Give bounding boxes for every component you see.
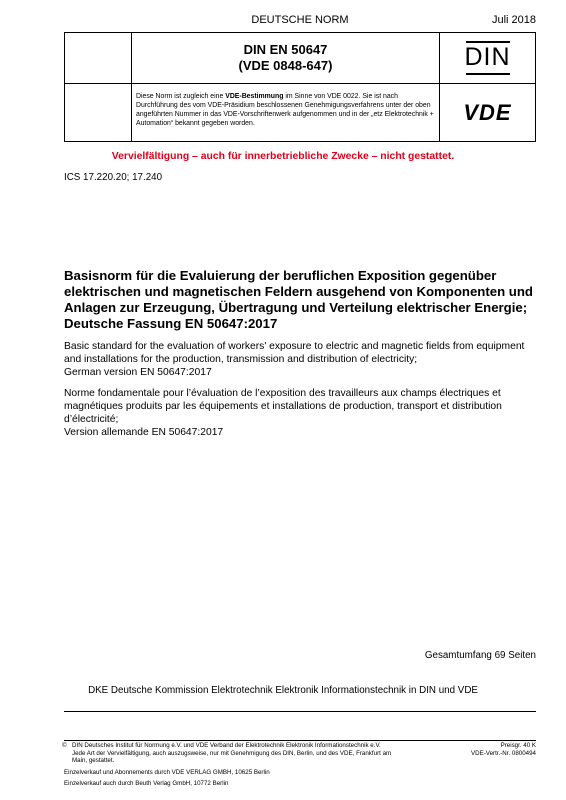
footer-rule-bottom	[64, 740, 536, 741]
sales-vde-verlag: Einzelverkauf und Abonnements durch VDE VERLAG GMBH, 10625 Berlin	[64, 769, 270, 776]
vde-notice-text-1: Diese Norm ist zugleich eine	[136, 93, 226, 100]
copyright-text: DIN Deutsches Institut für Normung e.V. und VDE Verband der Elektrotechnik Elektronik Informationstechnik e.V. Jede Art der Vervielfältigung, auch auszugsweise, nur mit Genehmigung des DIN, Berlin, und des VDE, Frankfurt am Main, gestattet.	[72, 742, 392, 765]
price-group: Preisgr. 40 K	[500, 742, 536, 749]
title-french-version: Version allemande EN 50647:2017	[64, 427, 224, 438]
copyright-symbol: ©	[62, 742, 67, 749]
standard-number-cell	[131, 32, 439, 84]
vde-notice-text-2: im Sinne von VDE 0022. Sie ist nach Durchführung des vom VDE-Präsidium beschlossenen Genehmigungsverfahrens unter der oben angeführten Nummer in das VDE-Vorschriftenwerk aufgenommen und in der „etz Elektrotechnik + Automation“ bekannt gegeben worden.	[136, 93, 434, 127]
document-header	[64, 14, 536, 28]
price-block	[471, 742, 536, 757]
vde-number: (VDE 0848-647)	[238, 57, 333, 73]
vde-logo: VDE	[463, 99, 512, 125]
din-logo	[466, 41, 510, 75]
issue-date: Juli 2018	[491, 14, 536, 26]
title-english-text: Basic standard for the evaluation of workers' exposure to electric and magnetic fields from equipment and installations for the production, transmission and distribution of electricity;	[64, 341, 525, 365]
din-logo-cell	[439, 32, 536, 84]
sales-beuth-verlag: Einzelverkauf auch durch Beuth Verlag GmbH, 10772 Berlin	[64, 780, 229, 787]
copyright-block	[64, 742, 394, 765]
title-english-version: German version EN 50647:2017	[64, 367, 212, 378]
vde-notice-row	[64, 84, 536, 142]
title-french	[64, 387, 536, 439]
dke-line: DKE Deutsche Kommission Elektrotechnik Elektronik Informationstechnik in DIN und VDE	[88, 685, 478, 696]
vde-logo-cell	[439, 84, 536, 142]
standard-number: DIN EN 50647	[243, 41, 328, 57]
vde-vertr-nr: VDE-Vertr.-Nr. 0800494	[471, 749, 536, 757]
standard-number-row	[64, 32, 536, 84]
footer-rule-top	[64, 711, 536, 712]
left-blank-cell	[64, 32, 131, 84]
vde-notice-bold: VDE-Bestimmung	[225, 93, 284, 100]
vde-notice	[131, 84, 439, 142]
din-logo-text: DIN	[464, 43, 511, 71]
left-blank-cell-2	[64, 84, 131, 142]
total-pages: Gesamtumfang 69 Seiten	[424, 650, 536, 661]
reproduction-warning: Vervielfältigung – auch für innerbetriebliche Zwecke – nicht gestattet.	[111, 151, 455, 162]
ics-code: ICS 17.220.20; 17.240	[64, 172, 163, 183]
title-german: Basisnorm für die Evaluierung der beruflichen Exposition gegenüber elektrischen und magnetischen Feldern ausgehend von Komponenten und Anlagen zur Erzeugung, Übertragung und Verteilung elektrischer Energie; Deutsche Fassung EN 50647:2017	[64, 268, 533, 331]
title-french-text: Norme fondamentale pour l’évaluation de l’exposition des travailleurs aux champs électriques et magnétiques produits par les équipements et installations de production, transport et distribution d’électricité;	[64, 388, 502, 425]
title-english	[64, 340, 536, 379]
document-type: DEUTSCHE NORM	[251, 14, 349, 26]
